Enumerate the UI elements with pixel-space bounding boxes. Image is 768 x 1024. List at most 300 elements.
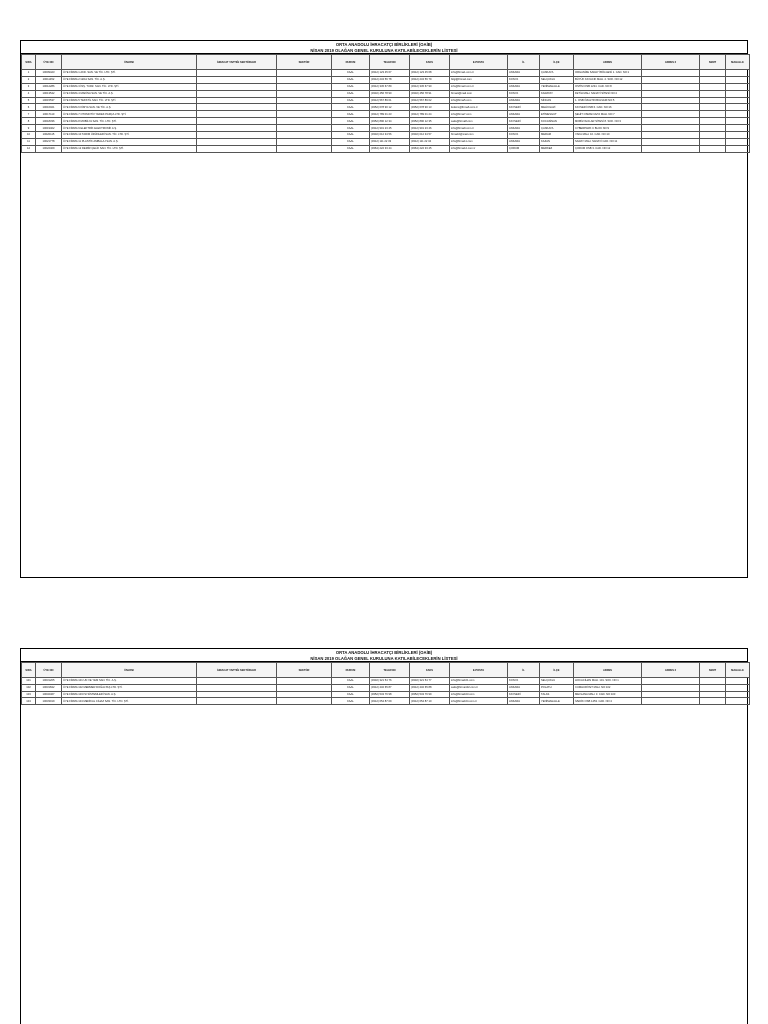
- table-body-2: [22, 678, 750, 705]
- column-header: ADRES: [574, 55, 642, 70]
- cell-empty: [277, 684, 332, 691]
- cell-addr: MOBİLYACILAR SİTESİ 8. SOK. NO:3: [574, 118, 642, 125]
- cell-tel: (0312) 123 45 67: [370, 70, 410, 77]
- cell-empty: [197, 83, 277, 90]
- cell-fax: (0312) 789 01 24: [410, 111, 450, 118]
- cell-empty: [277, 90, 332, 97]
- column-header: ÜYE NO: [36, 663, 62, 678]
- cell-email: info@firma12.com.tr: [450, 145, 508, 152]
- cell-empty: [197, 684, 277, 691]
- column-header: DURUM: [332, 55, 370, 70]
- cell-addr: HOCACİHAN MAH. 101. SOK. NO:1: [574, 678, 642, 685]
- column-header: E-POSTA: [450, 663, 508, 678]
- table-body: [22, 70, 750, 153]
- column-header: İLÇE: [540, 55, 574, 70]
- cell-name: ÜYE FİRMA 4 MAKİNA SAN. VE TİC. A.Ş.: [62, 90, 197, 97]
- cell-email: info@firma7.com: [450, 111, 508, 118]
- cell-no: 3: [22, 83, 36, 90]
- column-header: ADRES: [574, 663, 642, 678]
- cell-dist: POLATLI: [540, 684, 574, 691]
- cell-empty: [700, 678, 726, 685]
- cell-empty: [726, 132, 750, 139]
- column-header: İLÇE: [540, 663, 574, 678]
- cell-status: FAAL: [332, 70, 370, 77]
- cell-status: FAAL: [332, 132, 370, 139]
- cell-empty: [197, 76, 277, 83]
- cell-empty: [197, 678, 277, 685]
- table-row: [22, 125, 750, 132]
- cell-city: ANKARA: [508, 111, 540, 118]
- cell-dist: YENİMAHALLE: [540, 83, 574, 90]
- column-header: TELEFON: [370, 663, 410, 678]
- cell-member: 10033019: [36, 698, 62, 705]
- cell-name: ÜYE FİRMA 12 DEMİR ÇELİK SAN. TİC. LTD. ŞTİ.: [62, 145, 197, 152]
- cell-name: ÜYE FİRMA 101 UN VE YEM SAN. TİC. A.Ş.: [62, 678, 197, 685]
- cell-tel: (0312) 901 23 45: [370, 125, 410, 132]
- cell-status: FAAL: [332, 76, 370, 83]
- cell-status: FAAL: [332, 118, 370, 125]
- cell-city: KAYSERİ: [508, 691, 540, 698]
- column-header: ADRES 2: [642, 663, 700, 678]
- cell-status: FAAL: [332, 90, 370, 97]
- cell-member: 10011452: [36, 76, 62, 83]
- cell-city: KAYSERİ: [508, 118, 540, 125]
- cell-email: info@firma101.com: [450, 678, 508, 685]
- cell-tel: (0312) 111 22 33: [370, 138, 410, 145]
- cell-member: 10019402: [36, 125, 62, 132]
- column-header: TELEFON: [370, 55, 410, 70]
- cell-addr: 1. OSB ÖZALTIN BULVARI NO:5: [574, 97, 642, 104]
- document-title: ORTA ANADOLU İHRACATÇI BİRLİKLERİ (OAİB): [335, 42, 433, 47]
- cell-tel: (0332) 456 78 90: [370, 90, 410, 97]
- cell-empty: [700, 698, 726, 705]
- cell-no: 10: [22, 132, 36, 139]
- cell-addr: ŞEHİT OSMAN AVCI MAH. NO:7: [574, 111, 642, 118]
- document-header: [21, 41, 747, 54]
- cell-status: FAAL: [332, 678, 370, 685]
- member-table-2: [21, 662, 750, 705]
- cell-tel: (0332) 012 34 56: [370, 132, 410, 139]
- cell-empty: [700, 70, 726, 77]
- cell-name: ÜYE FİRMA 102 MERMER DOĞALTAŞ LTD. ŞTİ.: [62, 684, 197, 691]
- cell-empty: [277, 118, 332, 125]
- cell-city: ANKARA: [508, 125, 540, 132]
- table-row: [22, 684, 750, 691]
- cell-no: 1: [22, 70, 36, 77]
- table-row: [22, 90, 750, 97]
- column-header: MAHALLE: [726, 663, 750, 678]
- cell-empty: [642, 76, 700, 83]
- cell-empty: [726, 104, 750, 111]
- cell-tel: (0312) 345 67 89: [370, 83, 410, 90]
- cell-no: 2: [22, 76, 36, 83]
- cell-email: satis@firma8.com: [450, 118, 508, 125]
- cell-dist: MERAM: [540, 132, 574, 139]
- cell-addr: MEVLANA MAH. 3. CAD. NO:103: [574, 691, 642, 698]
- cell-fax: (0312) 123 45 68: [410, 70, 450, 77]
- table-row: [22, 138, 750, 145]
- cell-city: ANKARA: [508, 698, 540, 705]
- column-header: E-POSTA: [450, 55, 508, 70]
- cell-empty: [277, 83, 332, 90]
- cell-name: ÜYE FİRMA 11 PLASTİK AMBALAJ SAN. A.Ş.: [62, 138, 197, 145]
- column-header: SEMT: [700, 663, 726, 678]
- cell-empty: [700, 145, 726, 152]
- cell-name: ÜYE FİRMA 1 AKD. SAN. VE TİC. LTD. ŞTİ.: [62, 70, 197, 77]
- cell-dist: ÇANKAYA: [540, 125, 574, 132]
- cell-name: ÜYE FİRMA 10 TARIM ÜRÜNLERİ SAN. TİC. LTD. ŞTİ.: [62, 132, 197, 139]
- cell-empty: [277, 145, 332, 152]
- cell-tel: (0312) 789 01 23: [370, 111, 410, 118]
- cell-dist: SELÇUKLU: [540, 678, 574, 685]
- cell-tel: (0352) 890 12 34: [370, 118, 410, 125]
- cell-member: 10018336: [36, 118, 62, 125]
- cell-city: ANKARA: [508, 70, 540, 77]
- cell-empty: [726, 118, 750, 125]
- cell-status: FAAL: [332, 145, 370, 152]
- cell-empty: [642, 145, 700, 152]
- cell-status: FAAL: [332, 138, 370, 145]
- cell-fax: (0312) 567 89 02: [410, 97, 450, 104]
- cell-empty: [197, 97, 277, 104]
- cell-no: 104: [22, 698, 36, 705]
- cell-member: 10016021: [36, 104, 62, 111]
- cell-tel: (0312) 234 56 78: [370, 76, 410, 83]
- cell-empty: [277, 678, 332, 685]
- cell-dist: SELÇUKLU: [540, 76, 574, 83]
- cell-status: FAAL: [332, 111, 370, 118]
- cell-dist: KOCASİNAN: [540, 118, 574, 125]
- cell-member: 10009423: [36, 70, 62, 77]
- document-header-2: [21, 649, 747, 662]
- cell-empty: [277, 691, 332, 698]
- cell-empty: [197, 111, 277, 118]
- cell-empty: [642, 138, 700, 145]
- cell-no: 7: [22, 111, 36, 118]
- cell-empty: [197, 698, 277, 705]
- document-page-1: [20, 40, 748, 578]
- cell-empty: [197, 132, 277, 139]
- cell-email: info@firma104.com.tr: [450, 698, 508, 705]
- cell-member: 10013542: [36, 90, 62, 97]
- column-header: İHRACAT YAPTIĞI SEKTÖRLER: [197, 663, 277, 678]
- cell-empty: [642, 684, 700, 691]
- table-row: [22, 691, 750, 698]
- cell-empty: [726, 698, 750, 705]
- table-row: [22, 698, 750, 705]
- cell-empty: [642, 70, 700, 77]
- cell-member: 10031205: [36, 678, 62, 685]
- table-row: [22, 104, 750, 111]
- cell-email: info@firma1.com.tr: [450, 70, 508, 77]
- cell-empty: [700, 684, 726, 691]
- cell-empty: [277, 70, 332, 77]
- cell-tel: (0352) 543 76 98: [370, 691, 410, 698]
- cell-empty: [642, 132, 700, 139]
- cell-empty: [197, 691, 277, 698]
- cell-empty: [700, 111, 726, 118]
- cell-name: ÜYE FİRMA 5 TEKSTİL SAN. TİC. LTD. ŞTİ.: [62, 97, 197, 104]
- column-header: ÜNVANI: [62, 55, 197, 70]
- cell-empty: [726, 684, 750, 691]
- cell-tel: (0312) 654 87 09: [370, 698, 410, 705]
- member-table: [21, 54, 750, 153]
- cell-empty: [726, 90, 750, 97]
- table-row: [22, 83, 750, 90]
- cell-no: 4: [22, 90, 36, 97]
- cell-tel: (0312) 567 89 01: [370, 97, 410, 104]
- cell-empty: [700, 118, 726, 125]
- cell-dist: ÇANKAYA: [540, 70, 574, 77]
- cell-addr: ÇORUM OSB 3. CAD. NO:12: [574, 145, 642, 152]
- table-header-2: [22, 663, 750, 678]
- cell-member: 10022409: [36, 145, 62, 152]
- cell-fax: (0332) 321 54 77: [410, 678, 450, 685]
- cell-empty: [277, 76, 332, 83]
- cell-no: 12: [22, 145, 36, 152]
- cell-empty: [277, 104, 332, 111]
- document-title-2: ORTA ANADOLU İHRACATÇI BİRLİKLERİ (OAİB): [335, 650, 433, 655]
- cell-member: 10015537: [36, 97, 62, 104]
- cell-fax: (0312) 432 65 88: [410, 684, 450, 691]
- cell-city: KONYA: [508, 90, 540, 97]
- cell-empty: [642, 90, 700, 97]
- cell-addr: FETİH MAH. SANAYİ SİTESİ NO:4: [574, 90, 642, 97]
- cell-city: KONYA: [508, 76, 540, 83]
- cell-empty: [700, 125, 726, 132]
- cell-email: bilgi@firma2.com: [450, 76, 508, 83]
- column-header: SEKTÖR: [277, 55, 332, 70]
- cell-empty: [642, 97, 700, 104]
- cell-status: FAAL: [332, 684, 370, 691]
- cell-fax: (0352) 543 76 99: [410, 691, 450, 698]
- cell-email: satis@firma102.com.tr: [450, 684, 508, 691]
- table-header: [22, 55, 750, 70]
- cell-status: FAAL: [332, 97, 370, 104]
- cell-tel: (0364) 222 33 44: [370, 145, 410, 152]
- column-header: SIRA: [22, 55, 36, 70]
- cell-addr: KAYSERİ OSB 6. CAD. NO:16: [574, 104, 642, 111]
- cell-dist: KARATAY: [540, 90, 574, 97]
- cell-empty: [726, 70, 750, 77]
- cell-empty: [726, 97, 750, 104]
- cell-email: info@firma9.com.tr: [450, 125, 508, 132]
- cell-addr: ORGANİZE SANAYİ BÖLGESİ 1. CAD. NO:1: [574, 70, 642, 77]
- cell-empty: [726, 145, 750, 152]
- cell-name: ÜYE FİRMA 8 MOBİLYA SAN. TİC. LTD. ŞTİ.: [62, 118, 197, 125]
- cell-dist: MERKEZ: [540, 145, 574, 152]
- cell-email: info@firma5.com: [450, 97, 508, 104]
- cell-fax: (0332) 012 34 57: [410, 132, 450, 139]
- cell-status: FAAL: [332, 691, 370, 698]
- table-row: [22, 111, 750, 118]
- cell-empty: [277, 138, 332, 145]
- cell-tel: (0332) 321 54 76: [370, 678, 410, 685]
- column-header: İHRACAT YAPTIĞI SEKTÖRLER: [197, 55, 277, 70]
- document-subtitle: NİSAN 2019 OLAĞAN GENEL KURULUNA KATILABİLECEKLERİN LİSTESİ: [310, 48, 458, 53]
- cell-empty: [197, 118, 277, 125]
- cell-empty: [197, 70, 277, 77]
- cell-no: 11: [22, 138, 36, 145]
- table-row: [22, 145, 750, 152]
- cell-no: 9: [22, 125, 36, 132]
- cell-empty: [642, 698, 700, 705]
- cell-no: 6: [22, 104, 36, 111]
- cell-empty: [642, 118, 700, 125]
- cell-addr: CUMHURİYET MAH. NO:102: [574, 684, 642, 691]
- column-header: ÜYE NO: [36, 55, 62, 70]
- cell-empty: [277, 125, 332, 132]
- column-header: ÜNVANI: [62, 663, 197, 678]
- cell-fax: (0312) 111 22 34: [410, 138, 450, 145]
- cell-empty: [642, 83, 700, 90]
- cell-empty: [197, 125, 277, 132]
- cell-member: 10012286: [36, 83, 62, 90]
- cell-empty: [277, 132, 332, 139]
- cell-city: KAYSERİ: [508, 104, 540, 111]
- cell-city: ANKARA: [508, 97, 540, 104]
- cell-dist: KAZAN: [540, 138, 574, 145]
- document-page-2: [20, 648, 748, 1024]
- cell-member: 10031842: [36, 684, 62, 691]
- cell-fax: (0352) 678 90 13: [410, 104, 450, 111]
- cell-empty: [642, 691, 700, 698]
- cell-empty: [726, 83, 750, 90]
- cell-addr: SARAY MAH. SANAYİ CAD. NO:11: [574, 138, 642, 145]
- cell-empty: [642, 125, 700, 132]
- cell-email: firma4@mail.com: [450, 90, 508, 97]
- cell-empty: [700, 691, 726, 698]
- cell-dist: MELİKGAZİ: [540, 104, 574, 111]
- column-header: FAKS: [410, 55, 450, 70]
- cell-name: ÜYE FİRMA 104 MEDİKAL CİHAZ SAN. TİC. LTD. ŞTİ.: [62, 698, 197, 705]
- cell-empty: [726, 678, 750, 685]
- column-header: ADRES 2: [642, 55, 700, 70]
- cell-addr: BÜYÜK KAYACIK MAH. 2. SOK. NO:12: [574, 76, 642, 83]
- cell-empty: [642, 104, 700, 111]
- cell-empty: [277, 111, 332, 118]
- cell-fax: (0312) 345 67 90: [410, 83, 450, 90]
- cell-no: 101: [22, 678, 36, 685]
- cell-empty: [642, 678, 700, 685]
- cell-addr: OSTİM OSB 1234. CAD. NO:8: [574, 83, 642, 90]
- cell-name: ÜYE FİRMA 3 İNŞ. TURZ. SAN. TİC. LTD. ŞTİ.: [62, 83, 197, 90]
- cell-tel: (0352) 678 90 12: [370, 104, 410, 111]
- cell-no: 8: [22, 118, 36, 125]
- cell-empty: [700, 90, 726, 97]
- cell-empty: [726, 125, 750, 132]
- cell-fax: (0332) 456 78 91: [410, 90, 450, 97]
- column-header: FAKS: [410, 663, 450, 678]
- cell-empty: [277, 97, 332, 104]
- cell-member: 10020115: [36, 132, 62, 139]
- document-subtitle-2: NİSAN 2019 OLAĞAN GENEL KURULUNA KATILABİLECEKLERİN LİSTESİ: [310, 656, 458, 661]
- column-header: İL: [508, 55, 540, 70]
- cell-name: ÜYE FİRMA 9 ELEKTRİK ELEKTRONİK A.Ş.: [62, 125, 197, 132]
- cell-city: KONYA: [508, 132, 540, 139]
- cell-empty: [700, 97, 726, 104]
- table-row: [22, 132, 750, 139]
- cell-no: 5: [22, 97, 36, 104]
- table-row: [22, 118, 750, 125]
- cell-member: 10017110: [36, 111, 62, 118]
- cell-empty: [700, 104, 726, 111]
- cell-email: info@firma103.com: [450, 691, 508, 698]
- table-row: [22, 678, 750, 685]
- cell-no: 102: [22, 684, 36, 691]
- cell-empty: [197, 145, 277, 152]
- cell-city: ANKARA: [508, 684, 540, 691]
- cell-dist: SİNCAN: [540, 97, 574, 104]
- cell-empty: [726, 138, 750, 145]
- table-row: [22, 76, 750, 83]
- cell-empty: [197, 104, 277, 111]
- cell-name: ÜYE FİRMA 2 GIDA SAN. TİC. A.Ş.: [62, 76, 197, 83]
- cell-name: ÜYE FİRMA 6 KİMYA SAN. VE TİC. A.Ş.: [62, 104, 197, 111]
- cell-empty: [700, 132, 726, 139]
- column-header: SEKTÖR: [277, 663, 332, 678]
- cell-fax: (0312) 901 23 46: [410, 125, 450, 132]
- cell-empty: [726, 691, 750, 698]
- cell-empty: [700, 76, 726, 83]
- cell-email: iletisim@firma6.com.tr: [450, 104, 508, 111]
- cell-member: 10021778: [36, 138, 62, 145]
- cell-empty: [726, 111, 750, 118]
- cell-empty: [197, 90, 277, 97]
- column-header: SEMT: [700, 55, 726, 70]
- cell-dist: ETİMESGUT: [540, 111, 574, 118]
- cell-city: ANKARA: [508, 138, 540, 145]
- cell-email: info@firma3.com.tr: [450, 83, 508, 90]
- cell-addr: İVEDİK OSB 1453. CAD. NO:4: [574, 698, 642, 705]
- column-header: MAHALLE: [726, 55, 750, 70]
- cell-fax: (0312) 234 56 79: [410, 76, 450, 83]
- cell-dist: YENİMAHALLE: [540, 698, 574, 705]
- cell-empty: [642, 111, 700, 118]
- cell-addr: CYBERPARK C BLOK NO:9: [574, 125, 642, 132]
- cell-empty: [700, 83, 726, 90]
- cell-empty: [726, 76, 750, 83]
- cell-no: 103: [22, 691, 36, 698]
- cell-city: ANKARA: [508, 83, 540, 90]
- cell-status: FAAL: [332, 83, 370, 90]
- cell-status: FAAL: [332, 698, 370, 705]
- table-row: [22, 97, 750, 104]
- cell-name: ÜYE FİRMA 103 ISI SİSTEMLERİ SAN. A.Ş.: [62, 691, 197, 698]
- column-header: SIRA: [22, 663, 36, 678]
- cell-tel: (0312) 432 65 87: [370, 684, 410, 691]
- cell-city: KONYA: [508, 678, 540, 685]
- cell-empty: [277, 698, 332, 705]
- cell-city: ÇORUM: [508, 145, 540, 152]
- cell-fax: (0312) 654 87 10: [410, 698, 450, 705]
- cell-email: firma10@mail.com: [450, 132, 508, 139]
- cell-member: 10032467: [36, 691, 62, 698]
- cell-status: FAAL: [332, 104, 370, 111]
- column-header: İL: [508, 663, 540, 678]
- cell-dist: TALAS: [540, 691, 574, 698]
- cell-email: info@firma11.com: [450, 138, 508, 145]
- cell-name: ÜYE FİRMA 7 OTOMOTİV YEDEK PARÇA LTD. ŞTİ.: [62, 111, 197, 118]
- cell-status: FAAL: [332, 125, 370, 132]
- cell-empty: [700, 138, 726, 145]
- cell-empty: [197, 138, 277, 145]
- table-row: [22, 70, 750, 77]
- cell-addr: YAKA MAH. 10. CAD. NO:10: [574, 132, 642, 139]
- cell-fax: (0364) 222 33 45: [410, 145, 450, 152]
- column-header: DURUM: [332, 663, 370, 678]
- cell-fax: (0352) 890 12 35: [410, 118, 450, 125]
